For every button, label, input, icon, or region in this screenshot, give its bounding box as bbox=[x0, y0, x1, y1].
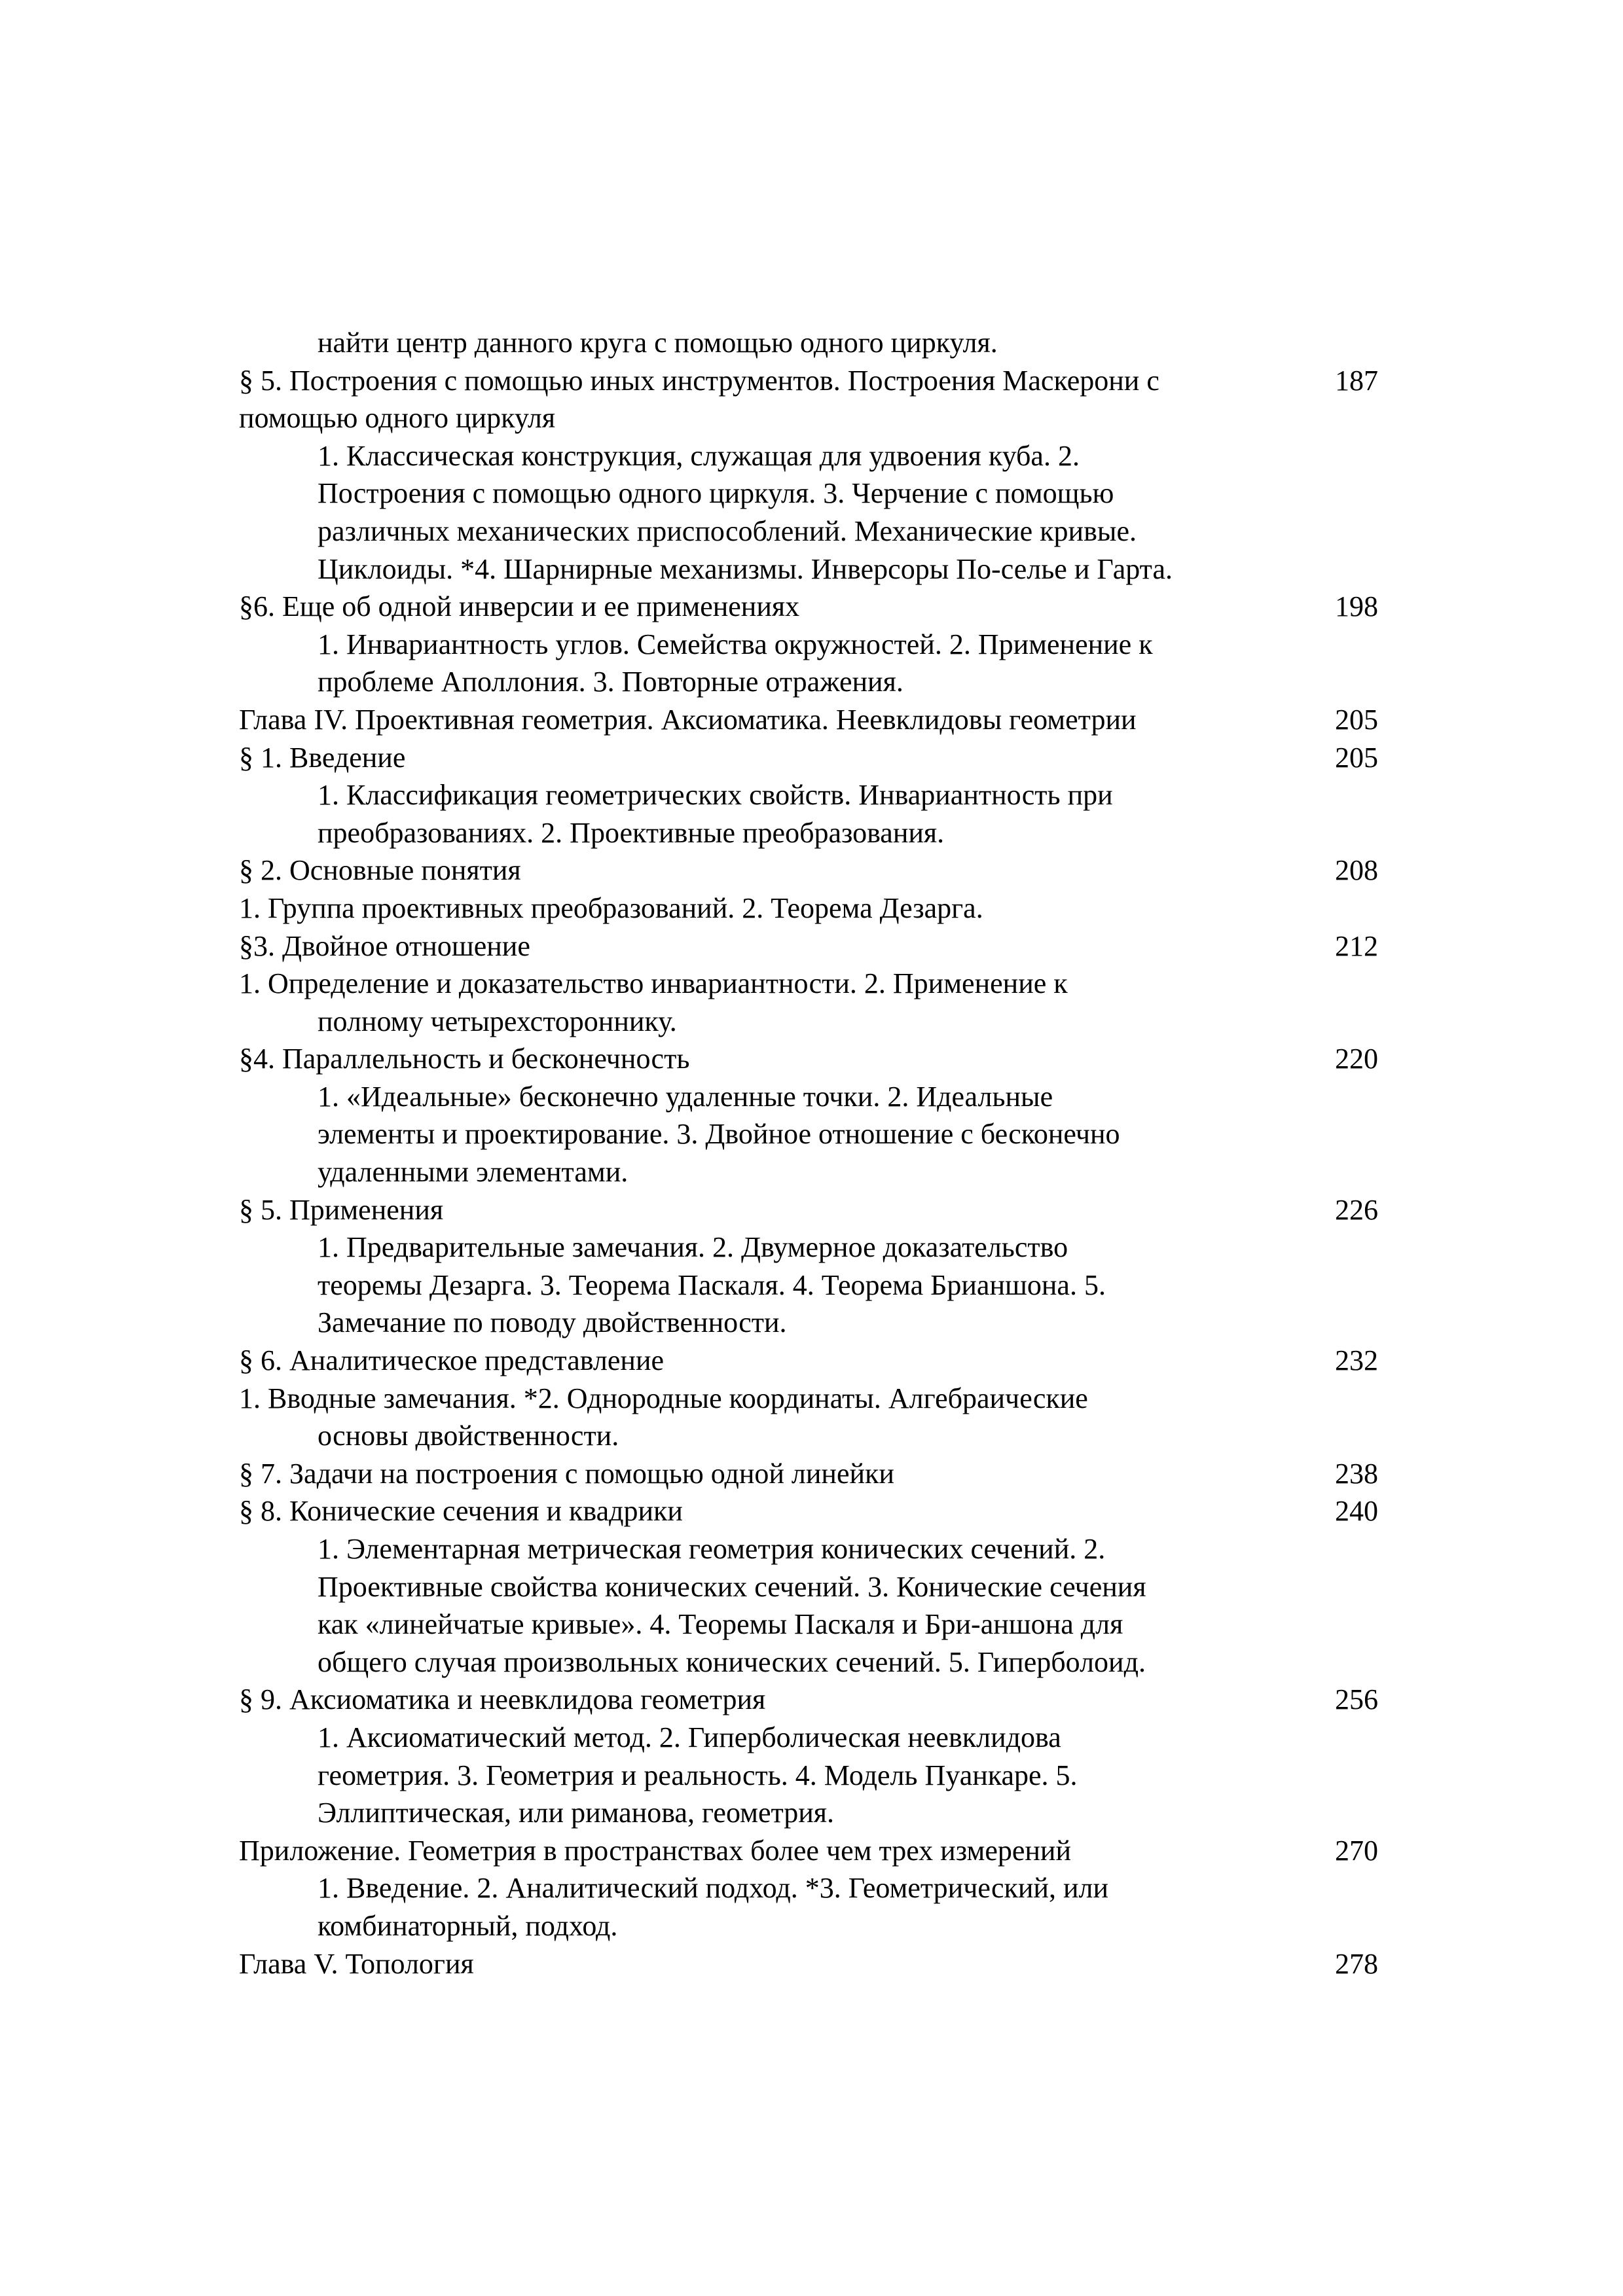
toc-line: 1. Классификация геометрических свойств. Инвариантность при bbox=[318, 779, 1113, 812]
toc-line: Циклоиды. *4. Шарнирные механизмы. Инверсоры По-селье и Гарта. bbox=[318, 552, 1173, 585]
toc-entry-text bbox=[239, 701, 1300, 739]
toc-line: 1. Аксиоматический метод. 2. Гиперболическая неевклидова bbox=[318, 1721, 1061, 1753]
toc-page-number: 240 bbox=[1335, 1495, 1378, 1528]
toc-entry-text bbox=[239, 776, 1300, 852]
toc-line: § 9. Аксиоматика и неевклидова геометрия bbox=[239, 1683, 766, 1716]
toc-page-number: 198 bbox=[1335, 590, 1378, 623]
toc-entry-text bbox=[239, 588, 1300, 626]
toc-line: §4. Параллельность и бесконечность bbox=[239, 1043, 690, 1075]
toc-entry-text bbox=[239, 1229, 1300, 1342]
toc-line: §3. Двойное отношение bbox=[239, 929, 530, 962]
toc-line: § 5. Построения с помощью иных инструментов. Построения Маскерони с bbox=[239, 364, 1159, 397]
toc-page-number: 278 bbox=[1335, 1947, 1378, 1980]
toc-page-number: 256 bbox=[1335, 1683, 1378, 1716]
toc-line: полному четырехстороннику. bbox=[318, 1005, 677, 1037]
toc-line: 1. Классическая конструкция, служащая для удвоения куба. 2. bbox=[318, 439, 1080, 472]
toc-entry-text bbox=[239, 739, 1300, 777]
toc-entry bbox=[239, 1945, 1378, 1983]
toc-entry-text bbox=[239, 965, 1300, 1040]
toc-line: 1. Элементарная метрическая геометрия конических сечений. 2. bbox=[318, 1533, 1106, 1565]
toc-entry-text bbox=[239, 1530, 1300, 1681]
toc-line: удаленными элементами. bbox=[318, 1156, 629, 1189]
toc-line: § 7. Задачи на построения с помощью одной линейки bbox=[239, 1457, 894, 1490]
toc-entry-text bbox=[239, 852, 1300, 889]
toc-description bbox=[239, 626, 1378, 701]
toc-page-number: 212 bbox=[1335, 929, 1378, 962]
toc-entry-text bbox=[239, 437, 1300, 588]
toc-line: Приложение. Геометрия в пространствах более чем трех измерений bbox=[239, 1834, 1072, 1867]
toc-line: общего случая произвольных конических сечений. 5. Гиперболоид. bbox=[318, 1645, 1146, 1678]
toc-entry-text bbox=[239, 1040, 1300, 1078]
toc-entry bbox=[239, 1492, 1378, 1530]
toc-line: 1. «Идеальные» бесконечно удаленные точки. 2. Идеальные bbox=[318, 1080, 1053, 1113]
toc-line: Проективные свойства конических сечений. 3. Конические сечения bbox=[318, 1570, 1146, 1603]
toc-line: Построения с помощью одного циркуля. 3. Черчение с помощью bbox=[318, 477, 1114, 510]
toc-page-number: 232 bbox=[1335, 1344, 1378, 1377]
toc-description bbox=[239, 1869, 1378, 1945]
toc-line: 1. Определение и доказательство инвариантности. 2. Применение к bbox=[239, 967, 1068, 1000]
toc-entry bbox=[239, 1832, 1378, 1870]
toc-description bbox=[239, 1078, 1378, 1191]
toc-entry bbox=[239, 701, 1378, 739]
toc-entry-text bbox=[239, 324, 1300, 362]
toc-line: §6. Еще об одной инверсии и ее применениях bbox=[239, 590, 800, 623]
toc-entry-text bbox=[239, 1681, 1300, 1719]
toc-line: Замечание по поводу двойственности. bbox=[318, 1306, 787, 1339]
table-of-contents bbox=[239, 324, 1378, 1982]
toc-entry-text bbox=[239, 1191, 1300, 1229]
toc-entry bbox=[239, 852, 1378, 889]
toc-page-number: 238 bbox=[1335, 1457, 1378, 1490]
toc-entry-text bbox=[239, 927, 1300, 965]
toc-line: различных механических приспособлений. Механические кривые. bbox=[318, 514, 1137, 547]
toc-entry bbox=[239, 588, 1378, 626]
toc-entry-text bbox=[239, 1719, 1300, 1832]
toc-line: элементы и проектирование. 3. Двойное отношение с бесконечно bbox=[318, 1118, 1120, 1151]
toc-description bbox=[239, 1530, 1378, 1681]
toc-description bbox=[239, 776, 1378, 852]
toc-line: Глава IV. Проективная геометрия. Аксиоматика. Неевклидовы геометрии bbox=[239, 703, 1137, 736]
toc-entry bbox=[239, 927, 1378, 965]
toc-entry bbox=[239, 1191, 1378, 1229]
toc-line: геометрия. 3. Геометрия и реальность. 4. Модель Пуанкаре. 5. bbox=[318, 1759, 1078, 1791]
toc-page-number: 205 bbox=[1335, 741, 1378, 774]
toc-description bbox=[239, 1719, 1378, 1832]
toc-description bbox=[239, 324, 1378, 362]
toc-description bbox=[239, 889, 1378, 927]
toc-line: найти центр данного круга с помощью одного циркуля. bbox=[318, 327, 998, 359]
toc-entry-text bbox=[239, 1945, 1300, 1983]
toc-line: помощью одного циркуля bbox=[239, 402, 556, 435]
toc-line: § 5. Применения bbox=[239, 1193, 444, 1226]
toc-line: 1. Предварительные замечания. 2. Двумерное доказательство bbox=[318, 1231, 1068, 1264]
toc-entry-text bbox=[239, 1492, 1300, 1530]
toc-line: основы двойственности. bbox=[318, 1420, 619, 1452]
toc-line: 1. Группа проективных преобразований. 2. Теорема Дезарга. bbox=[239, 891, 983, 924]
toc-entry-text bbox=[239, 626, 1300, 701]
toc-line: § 6. Аналитическое представление bbox=[239, 1344, 665, 1377]
toc-description bbox=[239, 1380, 1378, 1455]
toc-line: Эллиптическая, или риманова, геометрия. bbox=[318, 1797, 835, 1829]
toc-line: комбинаторный, подход. bbox=[318, 1909, 618, 1942]
toc-line: Глава V. Топология bbox=[239, 1947, 474, 1980]
toc-line: 1. Вводные замечания. *2. Однородные координаты. Алгебраические bbox=[239, 1382, 1088, 1414]
toc-entry-text bbox=[239, 1078, 1300, 1191]
toc-line: § 2. Основные понятия bbox=[239, 854, 521, 887]
toc-entry bbox=[239, 1342, 1378, 1380]
toc-description bbox=[239, 1229, 1378, 1342]
toc-entry-text bbox=[239, 1380, 1300, 1455]
toc-page-number: 205 bbox=[1335, 703, 1378, 736]
toc-entry bbox=[239, 739, 1378, 777]
toc-line: 1. Инвариантность углов. Семейства окружностей. 2. Применение к bbox=[318, 628, 1153, 660]
toc-line: преобразованиях. 2. Проективные преобразования. bbox=[318, 816, 945, 849]
toc-entry bbox=[239, 1040, 1378, 1078]
toc-entry bbox=[239, 362, 1378, 437]
toc-page-number: 270 bbox=[1335, 1834, 1378, 1867]
toc-entry-text bbox=[239, 362, 1300, 437]
toc-entry-text bbox=[239, 1869, 1300, 1945]
toc-entry bbox=[239, 1681, 1378, 1719]
toc-line: теоремы Дезарга. 3. Теорема Паскаля. 4. Теорема Брианшона. 5. bbox=[318, 1268, 1106, 1301]
toc-line: проблеме Аполлония. 3. Повторные отражения. bbox=[318, 666, 903, 698]
toc-entry-text bbox=[239, 1832, 1300, 1870]
toc-description bbox=[239, 437, 1378, 588]
toc-line: § 1. Введение bbox=[239, 741, 406, 774]
toc-page-number: 208 bbox=[1335, 854, 1378, 887]
toc-description bbox=[239, 965, 1378, 1040]
toc-line: как «линейчатые кривые». 4. Теоремы Паскаля и Бри-аншона для bbox=[318, 1608, 1123, 1641]
toc-entry bbox=[239, 1455, 1378, 1493]
toc-page-number: 187 bbox=[1335, 364, 1378, 397]
toc-entry-text bbox=[239, 889, 1300, 927]
toc-entry-text bbox=[239, 1342, 1300, 1380]
toc-line: 1. Введение. 2. Аналитический подход. *3. Геометрический, или bbox=[318, 1872, 1109, 1905]
toc-page-number: 226 bbox=[1335, 1193, 1378, 1226]
toc-line: § 8. Конические сечения и квадрики bbox=[239, 1495, 683, 1528]
toc-entry-text bbox=[239, 1455, 1300, 1493]
toc-page-number: 220 bbox=[1335, 1043, 1378, 1075]
